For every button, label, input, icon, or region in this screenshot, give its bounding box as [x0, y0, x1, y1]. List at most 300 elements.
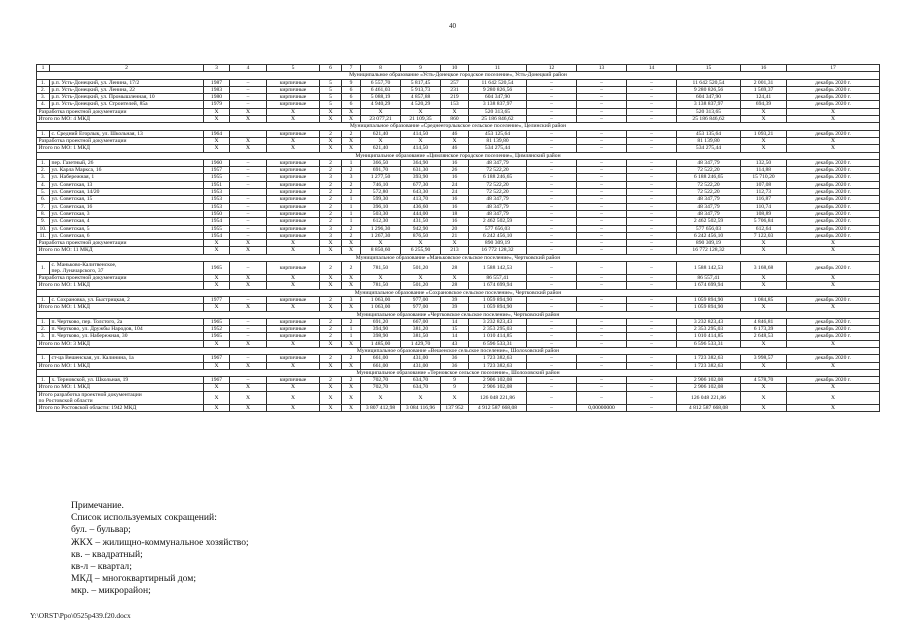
summary-row [37, 384, 880, 391]
table-cell: 503,30 [361, 210, 401, 217]
table-cell: 14 [441, 318, 469, 325]
page-number: 40 [449, 22, 456, 30]
note-subtitle: Список используемых сокращений: [71, 512, 217, 524]
summary-cell: X [741, 304, 787, 311]
summary-label-line: по Ростовской области [38, 397, 93, 404]
table-cell: р.п. Усть-Донецкий, ул. Промышленная, 10 [50, 94, 204, 101]
table-cell: 1 [342, 333, 361, 340]
table-cell: 977,00 [401, 296, 441, 303]
table-cell: – [230, 86, 267, 93]
summary-cell: X [741, 108, 787, 115]
table-cell: – [230, 210, 267, 217]
table-cell: 5 [320, 101, 342, 108]
table-cell: 7 122,03 [741, 232, 787, 239]
table-cell: декабрь 2020 г. [787, 130, 880, 137]
table-cell: 124,41 [741, 94, 787, 101]
table-cell: 2 [320, 181, 342, 188]
table-row [37, 94, 880, 101]
column-number-cell: 13 [577, 65, 627, 72]
table-cell: – [527, 355, 577, 362]
table-cell: – [627, 377, 677, 384]
table-cell: 1 588 142,53 [677, 262, 741, 275]
table-cell: – [527, 218, 577, 225]
table-cell: 1 267,30 [361, 232, 401, 239]
table-cell: 72 522,20 [677, 167, 741, 174]
table-cell: 36 [441, 355, 469, 362]
table-cell: 398,90 [361, 333, 401, 340]
table-cell: 577 656,03 [677, 225, 741, 232]
table-cell: 781,50 [361, 262, 401, 275]
table-cell: – [627, 326, 677, 333]
table-cell: 1950 [204, 210, 230, 217]
summary-cell: X [741, 404, 787, 411]
table-cell: п. Чертково, ул. Набережная, 30 [50, 333, 204, 340]
table-cell: 1960 [204, 159, 230, 166]
summary-cell: X [741, 240, 787, 247]
table-cell: – [577, 203, 627, 210]
section-title: Муниципальное образование «Вешенское сельское поселение», Шолоховский район [37, 347, 880, 354]
table-cell: 2 [320, 318, 342, 325]
summary-cell: 890 309,19 [469, 240, 527, 247]
table-cell: 9 [441, 377, 469, 384]
summary-cell: 977,00 [401, 304, 441, 311]
table-cell: 6 [342, 94, 361, 101]
table-cell: – [527, 333, 577, 340]
table-cell: – [577, 333, 627, 340]
table-cell: 18 [441, 210, 469, 217]
table-cell: 48 347,79 [677, 159, 741, 166]
table-cell: 942,90 [401, 225, 441, 232]
table-cell: – [230, 225, 267, 232]
table-cell: 110,74 [741, 203, 787, 210]
table-cell: 413,70 [401, 196, 441, 203]
table-cell: – [230, 262, 267, 275]
summary-cell: – [577, 340, 627, 347]
table-cell: кирпичные [267, 130, 320, 137]
table-cell: 219 [441, 94, 469, 101]
table-cell: 414,50 [401, 130, 441, 137]
table-cell: 1 [342, 203, 361, 210]
table-row [37, 333, 880, 340]
table-cell: – [577, 174, 627, 181]
summary-cell: X [441, 137, 469, 144]
summary-cell: 431,00 [401, 362, 441, 369]
summary-cell: – [577, 137, 627, 144]
summary-cell: X [320, 275, 342, 282]
table-cell: 2. [37, 86, 50, 93]
summary-label: Итого по МО: 4 МКД [37, 116, 204, 123]
table-cell: – [627, 218, 677, 225]
table-cell: 6 188 246,65 [469, 174, 527, 181]
summary-cell: 3 084 116,96 [401, 404, 441, 411]
table-cell: кирпичные [267, 218, 320, 225]
summary-cell: – [527, 304, 577, 311]
summary-cell: X [787, 362, 880, 369]
table-cell: кирпичные [267, 333, 320, 340]
table-cell: – [230, 203, 267, 210]
table-cell: декабрь 2020 г. [787, 218, 880, 225]
summary-cell: X [320, 362, 342, 369]
summary-cell: X [230, 137, 267, 144]
summary-row [37, 247, 880, 254]
table-cell: 1 [342, 326, 361, 333]
table-cell: 4 846,81 [741, 318, 787, 325]
table-row [37, 232, 880, 239]
column-number-cell: 8 [361, 65, 401, 72]
table-cell: – [230, 232, 267, 239]
table-cell: 5 [320, 94, 342, 101]
table-cell: – [577, 167, 627, 174]
section-header-row [37, 369, 880, 376]
summary-cell: 1 059 894,90 [469, 304, 527, 311]
table-cell: 4. [37, 101, 50, 108]
table-cell: – [230, 94, 267, 101]
table-cell: декабрь 2020 г. [787, 196, 880, 203]
table-cell: 396,10 [361, 203, 401, 210]
table-cell: – [627, 203, 677, 210]
summary-cell: – [527, 108, 577, 115]
table-cell: 4 857,88 [401, 94, 441, 101]
summary-cell: X [787, 145, 880, 152]
table-cell: 107,08 [741, 181, 787, 188]
table-cell: 2 [342, 355, 361, 362]
table-cell: 1 723 382,63 [677, 355, 741, 362]
summary-cell: X [441, 275, 469, 282]
column-number-cell: 2 [50, 65, 204, 72]
summary-cell: X [204, 404, 230, 411]
summary-row [37, 240, 880, 247]
summary-row [37, 282, 880, 289]
table-cell: – [627, 130, 677, 137]
summary-cell: X [741, 145, 787, 152]
table-cell: – [577, 296, 627, 303]
table-cell: – [577, 210, 627, 217]
table-cell: 677,30 [401, 181, 441, 188]
table-cell: – [627, 174, 677, 181]
summary-cell: 0,00000000 [577, 404, 627, 411]
table-cell: 2 001,31 [741, 79, 787, 86]
summary-cell: 1 063,00 [361, 304, 401, 311]
table-cell: – [577, 377, 627, 384]
summary-cell: 2 906 102,08 [677, 384, 741, 391]
table-cell: 11. [37, 232, 50, 239]
summary-cell: X [320, 240, 342, 247]
table-cell: – [527, 130, 577, 137]
summary-label: Итого по МО: 1 МКД [37, 384, 204, 391]
table-cell: 2 906 102,08 [469, 377, 527, 384]
table-cell: 5 [320, 86, 342, 93]
table-cell: декабрь 2020 г. [787, 189, 880, 196]
summary-cell: X [320, 116, 342, 123]
summary-row [37, 362, 880, 369]
table-cell: 3 [320, 225, 342, 232]
summary-cell: – [627, 116, 677, 123]
table-cell: 2 462 502,59 [677, 218, 741, 225]
summary-cell: 137 952 [441, 404, 469, 411]
summary-cell: 6 255,90 [401, 247, 441, 254]
table-cell: кирпичные [267, 326, 320, 333]
summary-cell: 1 674 699,94 [677, 282, 741, 289]
table-cell: – [230, 101, 267, 108]
summary-cell: X [204, 362, 230, 369]
table-cell: 1 [342, 159, 361, 166]
table-cell: 21 [441, 232, 469, 239]
table-row [37, 296, 880, 303]
summary-cell: 414,50 [401, 145, 441, 152]
summary-cell: X [320, 304, 342, 311]
table-cell: 1 [342, 218, 361, 225]
table-cell: 393,90 [401, 174, 441, 181]
table-cell: 1964 [204, 130, 230, 137]
table-cell: – [230, 79, 267, 86]
column-number-cell: 15 [677, 65, 741, 72]
note-item: кв-л – квартал; [71, 561, 132, 573]
table-cell: кирпичные [267, 225, 320, 232]
summary-cell: X [204, 384, 230, 391]
summary-cell: 46 [441, 145, 469, 152]
table-cell: 6. [37, 196, 50, 203]
summary-cell: X [267, 275, 320, 282]
summary-cell: 25 186 846,62 [469, 116, 527, 123]
table-cell: – [627, 355, 677, 362]
table-cell: 26 [441, 167, 469, 174]
table-cell: 661,00 [361, 355, 401, 362]
table-cell: – [527, 326, 577, 333]
summary-cell: – [527, 404, 577, 411]
summary-cell: X [741, 384, 787, 391]
table-row [37, 355, 880, 362]
table-cell: – [527, 232, 577, 239]
table-cell: 2 [320, 167, 342, 174]
table-cell: 3 998,57 [741, 355, 787, 362]
table-cell: декабрь 2020 г. [787, 318, 880, 325]
table-cell: декабрь 2020 г. [787, 174, 880, 181]
summary-cell: – [527, 137, 577, 144]
summary-cell: – [527, 240, 577, 247]
table-cell: 5 [320, 79, 342, 86]
table-cell: ул. Советская, 5 [50, 225, 204, 232]
summary-cell: 1 485,00 [361, 340, 401, 347]
summary-cell: 9 [441, 384, 469, 391]
summary-cell: X [361, 108, 401, 115]
table-cell: 604 347,90 [469, 94, 527, 101]
table-cell: 2 [320, 210, 342, 217]
summary-cell: X [267, 116, 320, 123]
table-cell: 1 093,21 [741, 130, 787, 137]
table-row [37, 181, 880, 188]
summary-cell: X [230, 247, 267, 254]
table-cell: 1952 [204, 326, 230, 333]
table-cell: 14 [441, 333, 469, 340]
table-cell: 876,50 [401, 232, 441, 239]
table-cell: 16 [441, 203, 469, 210]
table-cell: – [627, 181, 677, 188]
summary-cell: X [361, 391, 401, 404]
table-cell: ул. Советская, 13 [50, 181, 204, 188]
column-number-cell: 16 [741, 65, 787, 72]
summary-cell: X [230, 384, 267, 391]
table-cell: 2 [342, 167, 361, 174]
table-cell: – [527, 196, 577, 203]
summary-cell: – [627, 275, 677, 282]
summary-row [37, 275, 880, 282]
summary-cell: 23 077,21 [361, 116, 401, 123]
table-cell: 4 940,29 [361, 101, 401, 108]
table-cell: 2 [320, 326, 342, 333]
address-line: пер. Луначарского, 37 [51, 268, 104, 275]
table-cell: декабрь 2020 г. [787, 181, 880, 188]
table-cell: 10. [37, 225, 50, 232]
summary-cell: X [741, 282, 787, 289]
table-row [37, 130, 880, 137]
table-cell: ул. Советская, 3 [50, 210, 204, 217]
table-cell: 48 347,79 [469, 159, 527, 166]
summary-cell: 860 [441, 116, 469, 123]
summary-cell: 621,40 [361, 145, 401, 152]
table-cell: 48 347,79 [469, 203, 527, 210]
table-cell: декабрь 2020 г. [787, 203, 880, 210]
table-cell: 48 347,79 [677, 203, 741, 210]
table-cell: 16 [441, 174, 469, 181]
table-cell: 1965 [204, 262, 230, 275]
summary-cell: X [204, 275, 230, 282]
table-cell: – [527, 210, 577, 217]
table-cell: 1 059 894,90 [469, 296, 527, 303]
table-cell: 2 [320, 189, 342, 196]
table-cell: декабрь 2020 г. [787, 232, 880, 239]
note-title: Примечание. [71, 500, 124, 511]
table-cell: 3 [342, 174, 361, 181]
summary-cell: X [741, 247, 787, 254]
table-row [37, 262, 880, 275]
table-cell: – [627, 101, 677, 108]
table-cell: 1957 [204, 167, 230, 174]
table-cell: кирпичные [267, 159, 320, 166]
table-cell: 436,60 [401, 203, 441, 210]
summary-cell: X [401, 108, 441, 115]
table-cell: 1951 [204, 181, 230, 188]
section-header-row [37, 72, 880, 79]
table-cell: декабрь 2020 г. [787, 79, 880, 86]
table-cell: 3 168,68 [741, 262, 787, 275]
table-cell: кирпичные [267, 181, 320, 188]
table-cell: 231 [441, 86, 469, 93]
table-cell: 2 [342, 318, 361, 325]
summary-cell: X [787, 137, 880, 144]
section-title: Муниципальное образование «Чертковское сельское поселение», Чертковский район [37, 311, 880, 318]
section-header-row [37, 254, 880, 261]
table-cell: 1. [37, 262, 50, 275]
summary-cell: – [627, 282, 677, 289]
table-cell: – [577, 232, 627, 239]
summary-cell: 3 807 412,98 [361, 404, 401, 411]
table-cell: 24 [441, 189, 469, 196]
table-cell: р.п. Усть-Донецкий, ул. Ленина, 22 [50, 86, 204, 93]
summary-label: Разработка проектной документации [37, 108, 204, 115]
summary-cell: 126 048 221,86 [469, 391, 527, 404]
summary-cell: 16 772 128,32 [677, 247, 741, 254]
summary-cell: X [267, 304, 320, 311]
table-cell: пер. Газетный, 26 [50, 159, 204, 166]
summary-cell: X [230, 282, 267, 289]
summary-cell: – [577, 384, 627, 391]
table-cell: – [527, 262, 577, 275]
table-cell: 48 347,79 [677, 210, 741, 217]
table-cell: 2 [320, 196, 342, 203]
table-cell: 1. [37, 377, 50, 384]
table-cell: 3 [342, 296, 361, 303]
table-cell: 2 [342, 189, 361, 196]
summary-label [37, 391, 204, 404]
table-cell: 1965 [204, 333, 230, 340]
table-cell: 153 [441, 101, 469, 108]
table-cell: декабрь 2020 г. [787, 159, 880, 166]
section-title: Муниципальное образование «Цимлянское городское поселение», Цимлянский район [37, 152, 880, 159]
summary-cell: X [320, 282, 342, 289]
table-cell: – [527, 79, 577, 86]
column-number-cell: 11 [469, 65, 527, 72]
table-cell: – [577, 326, 627, 333]
summary-label: Итого по МО: 1 МКД [37, 282, 204, 289]
table-cell: 1 588 142,53 [469, 262, 527, 275]
table-cell: – [627, 333, 677, 340]
table-cell: 702,70 [361, 377, 401, 384]
table-cell: ул. Советская, 14/20 [50, 189, 204, 196]
table-cell: 72 522,20 [677, 189, 741, 196]
table-cell: – [577, 225, 627, 232]
summary-cell: 81 139,80 [469, 137, 527, 144]
file-path-footer: Y:\ORST\Ppo\0525p439.f20.docx [30, 611, 131, 620]
table-cell: 257 [441, 79, 469, 86]
table-cell: 1 [342, 210, 361, 217]
table-cell: – [577, 355, 627, 362]
table-cell: 16 [441, 196, 469, 203]
table-cell: 108,89 [741, 210, 787, 217]
summary-cell: X [320, 108, 342, 115]
table-cell: 3. [37, 94, 50, 101]
table-cell: 1 010 414,85 [469, 333, 527, 340]
table-cell: ул. Советская, 15 [50, 196, 204, 203]
summary-cell: 43 [441, 340, 469, 347]
summary-cell: 81 139,80 [677, 137, 741, 144]
table-cell: 1. [37, 355, 50, 362]
summary-cell: X [787, 404, 880, 411]
table-cell: 3 232 823,43 [469, 318, 527, 325]
table-cell: 20 [441, 225, 469, 232]
table-cell: декабрь 2020 г. [787, 333, 880, 340]
summary-cell: X [230, 362, 267, 369]
summary-cell: X [230, 116, 267, 123]
summary-cell: X [267, 391, 320, 404]
table-cell: 8. [37, 210, 50, 217]
table-cell: 5 817,45 [401, 79, 441, 86]
table-cell: 667,00 [401, 318, 441, 325]
table-cell: 621,40 [361, 130, 401, 137]
table-cell: – [230, 174, 267, 181]
summary-cell: X [320, 145, 342, 152]
table-row [37, 174, 880, 181]
table-cell: декабрь 2020 г. [787, 326, 880, 333]
table-cell: 6 557,70 [361, 79, 401, 86]
table-cell: 15 [441, 326, 469, 333]
summary-cell: X [787, 275, 880, 282]
table-cell: ст-ца Вешенская, ул. Калинина, 1а [50, 355, 204, 362]
table-cell: кирпичные [267, 318, 320, 325]
summary-cell: X [267, 362, 320, 369]
table-cell: декабрь 2020 г. [787, 94, 880, 101]
summary-cell: X [741, 275, 787, 282]
summary-cell: X [401, 391, 441, 404]
